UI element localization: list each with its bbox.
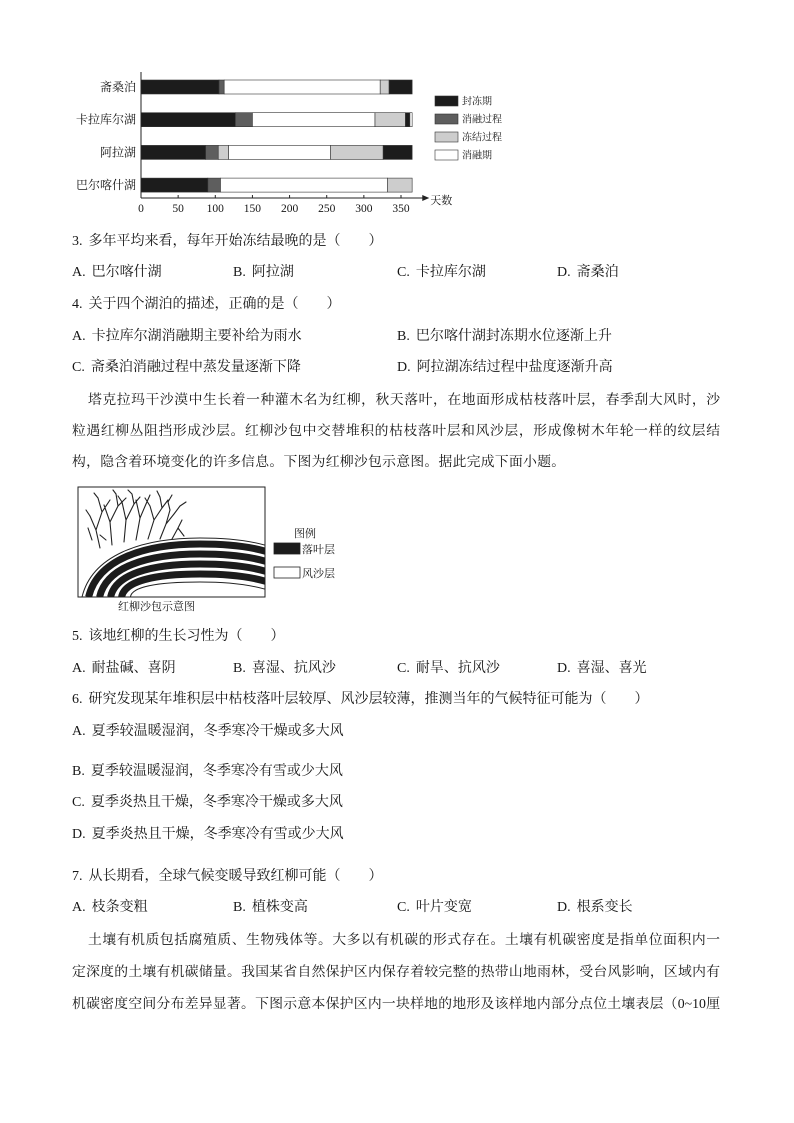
x-tick-label: 250 (318, 203, 336, 215)
option-label: C. (397, 900, 410, 915)
legend-label: 消融期 (462, 150, 492, 162)
question-5 (72, 627, 285, 647)
x-tick-label: 300 (355, 203, 373, 215)
bar-segment (220, 178, 387, 192)
option-c (72, 793, 343, 813)
option-label: D. (397, 360, 411, 375)
bar-segment (410, 113, 412, 127)
option-b (233, 898, 308, 918)
option-label: C. (397, 265, 410, 280)
option-text: 巴尔喀什湖封冻期水位逐渐上升 (415, 329, 612, 344)
question-stem: 该地红柳的生长习性为（ ） (88, 629, 285, 644)
category-label: 斋桑泊 (99, 80, 136, 94)
option-a (72, 659, 176, 679)
option-text: 夏季较温暖湿润，冬季寒冷有雪或少大风 (90, 764, 343, 779)
option-c (397, 659, 500, 679)
bar-segment (252, 113, 375, 127)
figure-legend-label: 落叶层 (302, 544, 335, 556)
question-stem: 研究发现某年堆积层中枯枝落叶层较厚、风沙层较薄，推测当年的气候特征可能为（ ） (88, 692, 649, 707)
bar-segment (375, 113, 405, 127)
option-text: 根系变长 (576, 900, 633, 915)
option-label: A. (72, 265, 86, 280)
option-text: 耐旱、抗风沙 (415, 661, 500, 676)
passage-2-line: 机碳密度空间分布差异显著。下图示意本保护区内一块样地的地形及该样地内部分点位土壤表层（0~10厘 (72, 996, 720, 1011)
bar-segment (218, 145, 228, 159)
bar-segment (330, 145, 383, 159)
option-label: C. (397, 661, 410, 676)
option-d (397, 358, 613, 378)
option-label: A. (72, 724, 86, 739)
option-text: 喜湿、喜光 (576, 661, 647, 676)
legend-label: 封冻期 (462, 96, 492, 108)
question-3 (72, 232, 383, 252)
category-label: 巴尔喀什湖 (75, 178, 136, 193)
option-c (72, 358, 301, 378)
lake-ice-phenology-chart (0, 60, 540, 220)
option-label: B. (233, 265, 246, 280)
option-text: 耐盐碱、喜阴 (91, 661, 176, 676)
option-a (72, 722, 344, 742)
option-text: 叶片变宽 (415, 900, 472, 915)
bar-segment (405, 113, 409, 127)
passage-1-line: 构，隐含着环境变化的许多信息。下图为红柳沙包示意图。据此完成下面小题。 (72, 454, 566, 469)
bar-segment (206, 145, 219, 159)
option-d (72, 825, 344, 845)
legend-swatch (435, 132, 458, 142)
legend-swatch (435, 150, 458, 160)
option-text: 植株变高 (251, 900, 308, 915)
option-label: D. (557, 661, 571, 676)
option-label: D. (557, 265, 571, 280)
x-tick-label: 350 (392, 203, 410, 215)
option-text: 巴尔喀什湖 (91, 265, 162, 280)
option-d (557, 898, 633, 918)
bar-segment (389, 80, 412, 94)
x-tick-label: 50 (172, 203, 184, 215)
question-6 (72, 690, 649, 710)
bar-segment (229, 145, 331, 159)
question-stem: 从长期看，全球气候变暖导致红柳可能（ ） (88, 869, 383, 884)
option-text: 斋桑泊 (576, 265, 619, 280)
bar-segment (235, 113, 252, 127)
question-4 (72, 295, 341, 315)
option-text: 卡拉库尔湖 (415, 265, 486, 280)
legend-label: 冻结过程 (462, 132, 502, 144)
bar-segment (208, 178, 221, 192)
option-text: 斋桑泊消融过程中蒸发量逐渐下降 (90, 360, 301, 375)
x-tick-label: 150 (243, 203, 262, 215)
litter-layer-swatch (274, 543, 300, 554)
option-label: D. (72, 827, 86, 842)
legend-label: 消融过程 (462, 114, 502, 126)
tamarisk-mound-figure (70, 480, 370, 620)
bar-segment (388, 178, 413, 192)
option-text: 夏季较温暖湿润，冬季寒冷干燥或多大风 (91, 724, 344, 739)
option-a (72, 898, 148, 918)
question-7 (72, 867, 383, 887)
option-label: B. (233, 900, 246, 915)
option-label: B. (397, 329, 410, 344)
bar-segment (141, 80, 219, 94)
x-axis-title: 天数 (430, 195, 453, 207)
question-number: 7. (72, 869, 83, 884)
option-text: 喜湿、抗风沙 (251, 661, 336, 676)
option-text: 枝条变粗 (91, 900, 148, 915)
passage-2-line: 定深度的土壤有机碳储量。我国某省自然保护区内保存着较完整的热带山地雨林，受台风影响，区域内有 (72, 964, 720, 979)
category-label: 卡拉库尔湖 (75, 112, 136, 127)
option-d (557, 263, 619, 283)
x-tick-label: 0 (138, 203, 144, 215)
figure-legend-title: 图例 (294, 528, 316, 540)
option-label: B. (72, 764, 85, 779)
bar-segment (141, 145, 206, 159)
question-number: 3. (72, 234, 83, 249)
option-text: 卡拉库尔湖消融期主要补给为雨水 (91, 329, 302, 344)
option-a (72, 327, 302, 347)
legend-swatch (435, 96, 458, 106)
bar-segment (141, 178, 208, 192)
sand-layer-swatch (274, 567, 300, 578)
x-tick-label: 200 (280, 203, 299, 215)
question-number: 5. (72, 629, 83, 644)
passage-1-line: 塔克拉玛干沙漠中生长着一种灌木名为红柳，秋天落叶，在地面形成枯枝落叶层，春季刮大风时，沙 (88, 392, 720, 407)
option-label: C. (72, 795, 85, 810)
option-label: C. (72, 360, 85, 375)
option-label: D. (557, 900, 571, 915)
option-c (397, 898, 472, 918)
option-a (72, 263, 162, 283)
bar-segment (141, 113, 235, 127)
option-text: 阿拉湖冻结过程中盐度逐渐升高 (416, 360, 613, 375)
option-text: 夏季炎热且干燥，冬季寒冷干燥或多大风 (90, 795, 343, 810)
option-text: 阿拉湖 (251, 265, 294, 280)
figure-caption: 红柳沙包示意图 (118, 601, 195, 613)
option-b (233, 263, 294, 283)
x-axis-arrow (422, 195, 429, 201)
category-label: 阿拉湖 (99, 145, 136, 160)
question-stem: 多年平均来看，每年开始冻结最晚的是（ ） (88, 234, 383, 249)
option-label: A. (72, 329, 86, 344)
option-c (397, 263, 486, 283)
question-number: 6. (72, 692, 83, 707)
bar-segment (380, 80, 389, 94)
option-label: A. (72, 900, 86, 915)
option-d (557, 659, 647, 679)
option-label: B. (233, 661, 246, 676)
option-b (72, 762, 343, 782)
figure-legend-label: 风沙层 (302, 568, 335, 580)
legend-swatch (435, 114, 458, 124)
bar-segment (224, 80, 380, 94)
option-label: A. (72, 661, 86, 676)
question-number: 4. (72, 297, 83, 312)
question-stem: 关于四个湖泊的描述，正确的是（ ） (88, 297, 341, 312)
x-tick-label: 100 (206, 203, 224, 215)
option-text: 夏季炎热且干燥，冬季寒冷有雪或少大风 (91, 827, 344, 842)
option-b (233, 659, 336, 679)
bar-segment (219, 80, 224, 94)
option-b (397, 327, 612, 347)
bar-segment (383, 145, 412, 159)
passage-1-line: 粒遇红柳丛阻挡形成沙层。红柳沙包中交替堆积的枯枝落叶层和风沙层，形成像树木年轮一样的纹层结 (72, 423, 720, 438)
passage-2-line: 土壤有机质包括腐殖质、生物残体等。大多以有机碳的形式存在。土壤有机碳密度是指单位面积内一 (88, 932, 720, 947)
